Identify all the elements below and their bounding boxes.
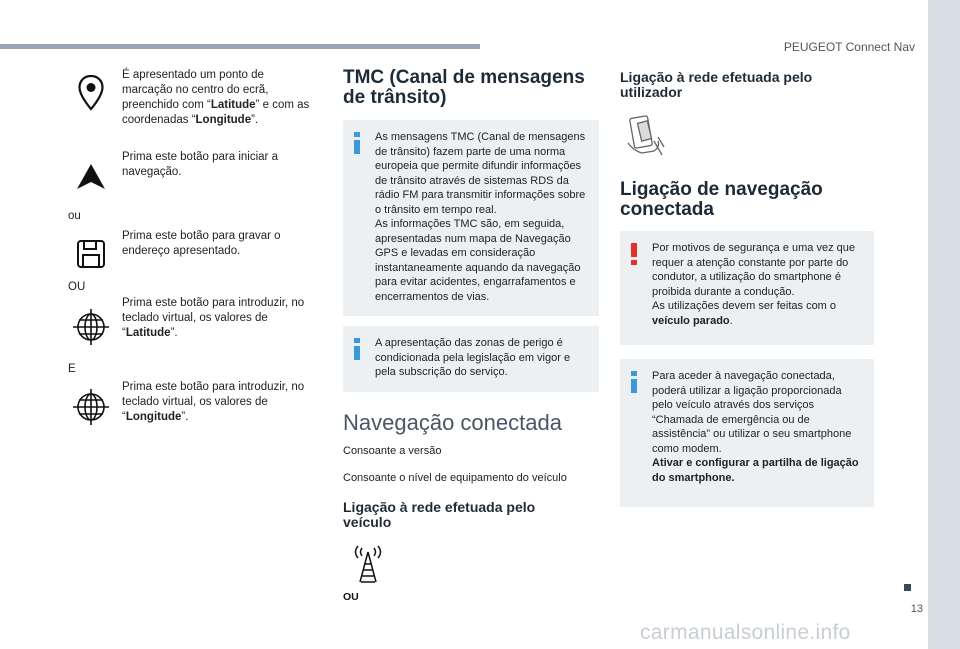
header-bar: [0, 44, 480, 49]
warning-icon: [630, 243, 638, 265]
info-icon: [353, 338, 361, 360]
tmc-info-text: As mensagens TMC (Canal de mensagens de trânsito) fazem parte de uma norma europeia que permite difundir informações de trânsito através de sistemas RDS da rádio FM para transmitir informações sobre o trânsito em tempo real. As informações TMC são, em seguida, apresentadas num mapa de Navegação GPS e levadas em consideração instantaneamente aquando da navegação para evitar acidentes, engarrafamentos e encerramentos de vias.: [375, 131, 586, 303]
safety-warning-text: Por motivos de segurança e uma vez que requer a atenção constante por parte do condutor, a utilização do smartphone é proibida durante a condução. As utilizações devem ser feitas com o veículo parado.: [652, 242, 856, 327]
item-text: Prima este botão para introduzir, no teclado virtual, os valores de “Latitude”.: [122, 297, 305, 339]
vehicle-link-title: Ligação à rede efetuada pelo veículo: [343, 499, 536, 530]
page-number: 13: [910, 603, 923, 615]
globe-icon[interactable]: [68, 304, 114, 350]
info-icon: [353, 132, 361, 154]
map-pin-icon: [68, 70, 114, 116]
item-text: É apresentado um ponto de marcação no centro do ecrã, preenchido com “Latitude” e com as coordenadas “Longitude”.: [122, 69, 310, 126]
item-text: Prima este botão para iniciar a navegação.: [122, 151, 278, 178]
connection-info-panel: [620, 359, 874, 507]
navigation-arrow-icon[interactable]: [68, 154, 114, 200]
watermark: carmanualsonline.info: [640, 621, 851, 644]
equipment-line: Consoante o nível de equipamento do veículo: [343, 472, 567, 484]
info-icon: [630, 371, 638, 393]
tmc-title: TMC (Canal de mensagens de trânsito): [343, 67, 585, 108]
connector-label: OU: [68, 281, 86, 293]
connected-nav-link-title: Ligação de navegação conectada: [620, 179, 823, 220]
save-icon[interactable]: [68, 231, 114, 277]
smartphone-icon: [624, 113, 668, 166]
side-strip: [928, 0, 960, 649]
tmc-info-panel: [343, 120, 599, 316]
safety-warning-panel: [620, 231, 874, 345]
connector-label: ou: [68, 210, 81, 222]
connected-navigation-title: Navegação conectada: [343, 410, 562, 435]
header-title: PEUGEOT Connect Nav: [783, 40, 915, 54]
page-marker: [904, 584, 911, 591]
danger-zone-text: A apresentação das zonas de perigo é condicionada pela legislação em vigor e pela subscrição do serviço.: [375, 337, 571, 378]
connector-label: E: [68, 363, 76, 375]
version-line: Consoante a versão: [343, 445, 442, 457]
danger-zone-panel: [343, 326, 599, 392]
connection-info-text: Para aceder à navegação conectada, poderá utilizar a ligação proporcionada pelo veículo através dos serviços “Chamada de emergência ou de assistência” ou utilizar o seu smartphone como modem. Ativar e configurar a partilha de ligação do smartphone.: [652, 370, 859, 484]
item-text: Prima este botão para introduzir, no teclado virtual, os valores de “Longitude”.: [122, 381, 305, 423]
globe-icon[interactable]: [68, 384, 114, 430]
antenna-icon: [351, 544, 385, 589]
item-text: Prima este botão para gravar o endereço apresentado.: [122, 230, 281, 257]
ou-label: OU: [343, 591, 359, 603]
user-link-title: Ligação à rede efetuada pelo utilizador: [620, 69, 813, 100]
